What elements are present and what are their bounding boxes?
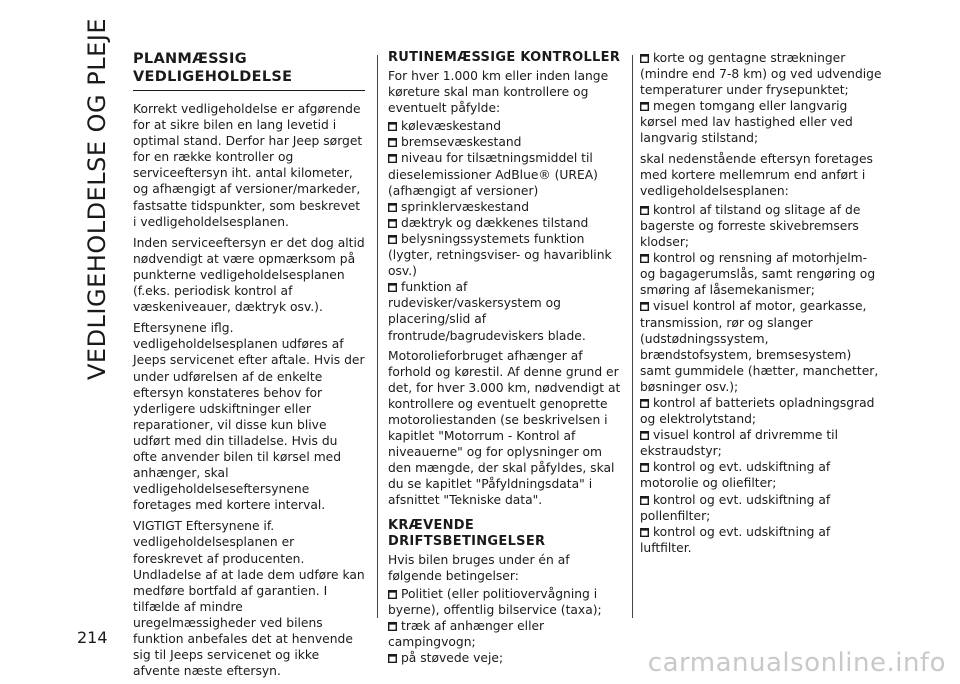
list-item: kølevæskestand	[388, 118, 624, 134]
watermark: carmanualsonline.info	[647, 648, 946, 678]
checkbox-bullet-icon	[640, 399, 649, 408]
column-planned-maintenance	[133, 50, 365, 684]
checkbox-bullet-icon	[640, 528, 649, 537]
checkbox-bullet-icon	[388, 219, 397, 228]
checkbox-bullet-icon	[388, 283, 397, 292]
paragraph: Korrekt vedligeholdelse er afgørende for at sikre bilen en lang levetid i optimal stand. Derfor har Jeep sørget for en række kontroller og serviceeftersyn iht. antal kilometer, og afhængigt af versioner/markeder, fastsatte tidspunkter, som beskrevet i vedligeholdelsesplanen.	[133, 102, 363, 229]
paragraph: Hvis bilen bruges under én af følgende betingelser:	[388, 552, 570, 583]
list-item: kontrol og evt. udskiftning af pollenfilter;	[640, 492, 831, 523]
checkbox-bullet-icon	[640, 496, 649, 505]
list-item: megen tomgang eller langvarig kørsel med lav hastighed eller ved langvarig stilstand;	[640, 99, 853, 146]
chapter-side-title: VEDLIGEHOLDELSE OG PLEJE	[83, 18, 111, 380]
checkbox-bullet-icon	[388, 122, 397, 131]
list-item: funktion af rudevisker/vaskersystem og placering/slid af frontrude/bagrudeviskers blade.	[388, 280, 586, 343]
list-item: træk af anhænger eller campingvogn;	[388, 618, 545, 649]
checkbox-bullet-icon	[640, 463, 649, 472]
checkbox-bullet-icon	[388, 622, 397, 631]
checkbox-bullet-icon	[388, 138, 397, 147]
condition-list	[388, 586, 624, 666]
paragraph: VIGTIGT Eftersynene if. vedligeholdelsesplanen er foreskrevet af producenten. Undladelse af at lade dem udføre kan medføre bortfald af garantien. I tilfælde af mindre uregelmæssigheder ved bilens funktion anbefales det at henvende sig til Jeeps servicenet og ikke afvente næste eftersyn.	[133, 519, 365, 679]
column-divider	[377, 55, 378, 618]
section-heading: PLANMÆSSIG VEDLIGEHOLDELSE	[133, 50, 365, 91]
checkbox-bullet-icon	[640, 54, 649, 63]
list-item: på støvede veje;	[388, 650, 624, 666]
list-item: korte og gentagne strækninger (mindre end 7-8 km) og ved udvendige temperaturer under frysepunktet;	[640, 51, 882, 98]
checkbox-bullet-icon	[640, 302, 649, 311]
checkbox-bullet-icon	[388, 154, 397, 163]
condition-list-continued	[640, 50, 882, 147]
list-item: kontrol og evt. udskiftning af motorolie og oliefilter;	[640, 460, 831, 491]
list-item: kontrol af tilstand og slitage af de bagerste og forreste skivebremsers klodser;	[640, 202, 861, 250]
checkbox-bullet-icon	[640, 206, 649, 215]
checkbox-bullet-icon	[640, 102, 649, 111]
column-routine-checks	[388, 50, 624, 670]
list-item: sprinklervæskestand	[388, 199, 624, 215]
check-list	[388, 118, 624, 343]
checkbox-bullet-icon	[388, 235, 397, 244]
checkbox-bullet-icon	[388, 590, 397, 599]
checkbox-bullet-icon	[640, 254, 649, 263]
paragraph: skal nedenstående eftersyn foretages med kortere mellemrum end anført i vedligeholdelsesplanen:	[640, 151, 873, 198]
list-item: visuel kontrol af motor, gearkasse, transmission, rør og slanger (udstødningssystem, brændstofsystem, bremsesystem) samt gummidele (hætter, manchetter, bøsninger osv.);	[640, 299, 879, 394]
inspection-list	[640, 202, 882, 556]
column-demanding-conditions-continued	[640, 50, 882, 560]
list-item: belysningssystemets funktion (lygter, retningsviser- og havariblink osv.)	[388, 231, 612, 279]
subsection-heading: KRÆVENDE DRIFTSBETINGELSER	[388, 517, 546, 549]
list-item: dæktryk og dækkenes tilstand	[388, 215, 624, 231]
list-item: visuel kontrol af drivremme til ekstraudstyr;	[640, 428, 839, 459]
paragraph: For hver 1.000 km eller inden lange køreture skal man kontrollere og eventuelt påfylde:	[388, 69, 609, 116]
list-item: bremsevæskestand	[388, 134, 624, 150]
column-divider	[632, 55, 633, 618]
list-item: niveau for tilsætningsmiddel til dieselemissioner AdBlue® (UREA) (afhængigt af versioner)	[388, 151, 598, 198]
checkbox-bullet-icon	[388, 203, 397, 212]
page-number: 214	[77, 628, 108, 647]
checkbox-bullet-icon	[388, 654, 397, 663]
list-item: Politiet (eller politiovervågning i byerne), offentlig bilservice (taxa);	[388, 586, 602, 617]
paragraph: Eftersynene iflg. vedligeholdelsesplanen udføres af Jeeps servicenet efter aftale. Hvis der under udførelsen af de enkelte eftersyn konstateres behov for yderligere udskiftninger eller reparationer, vil disse kun blive udført med din tilladelse. Hvis du ofte anvender bilen til kørsel med anhænger, skal vedligeholdelseseftersynene foretages med kortere interval.	[133, 321, 365, 513]
paragraph: Motorolieforbruget afhænger af forhold og kørestil. Af denne grund er det, for hver 3.000 km, nødvendigt at kontrollere og eventuelt genoprette motoroliestanden (se beskrivelsen i kapitlet "Motorrum - Kontrol af niveauerne" og for oplysninger om den mængde, der skal påfyldes, skal du se kapitlet "Påfyldningsdata" i afsnittet "Tekniske data".	[388, 348, 621, 508]
list-item: kontrol og evt. udskiftning af luftfilter.	[640, 524, 831, 555]
list-item: kontrol af batteriets opladningsgrad og elektrolytstand;	[640, 395, 875, 427]
list-item: kontrol og rensning af motorhjelm- og bagagerumslås, samt rengøring og smøring af låsemekanismer;	[640, 251, 876, 298]
subsection-heading: RUTINEMÆSSIGE KONTROLLER	[388, 50, 621, 65]
paragraph: Inden serviceeftersyn er det dog altid nødvendigt at være opmærksom på punkterne vedligeholdelsesplanen (f.eks. periodisk kontrol af væskeniveauer, dæktryk osv.).	[133, 235, 365, 315]
checkbox-bullet-icon	[640, 431, 649, 440]
